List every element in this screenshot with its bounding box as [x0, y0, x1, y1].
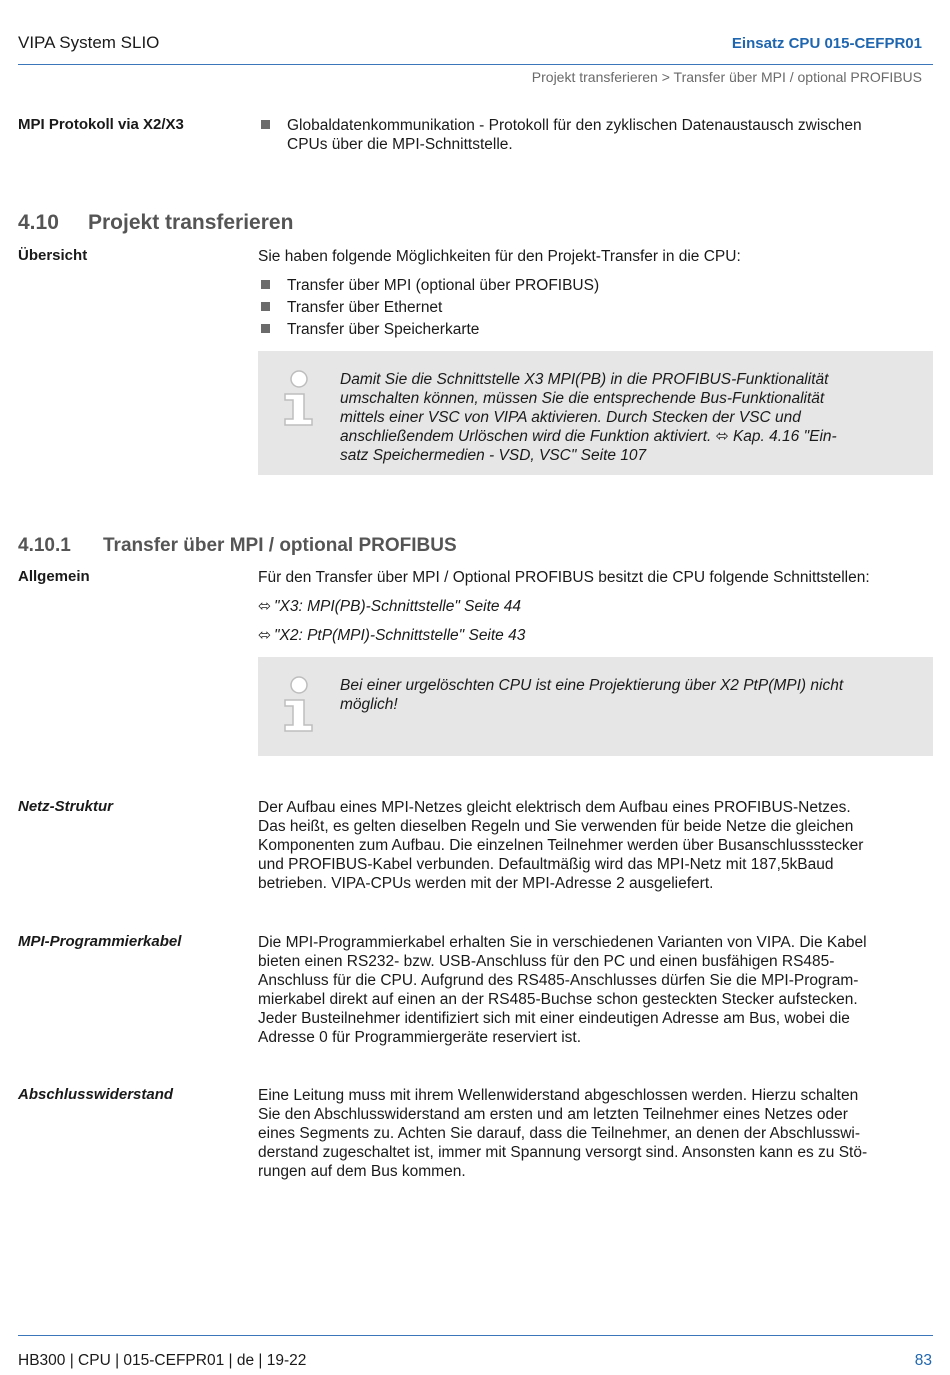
- bullet-text-line: Globaldatenkommunikation - Protokoll für den zyklischen Datenaustausch zwischen: [287, 117, 862, 134]
- list-item: Transfer über Ethernet: [258, 298, 930, 317]
- bullet-text-line: CPUs über die MPI-Schnittstelle.: [287, 136, 513, 153]
- header-divider: [18, 64, 933, 65]
- programming-cable-label: MPI-Programmierkabel: [18, 933, 182, 950]
- termination-resistor-text: Eine Leitung muss mit ihrem Wellenwiderstand abgeschlossen werden. Hierzu schalten Sie den Abschlusswiderstand am ersten und am letzten Teilnehmer eines Netzes oder eines Segments zu. Achten Sie darauf, dass die Teilnehmer, an denen der Abschlusswi- derstand zugeschaltet ist, immer mit Spannung versorgt sind. Ansonsten kann es zu Stö- rungen auf dem Bus kommen.: [258, 1087, 868, 1180]
- header-product-title: VIPA System SLIO: [18, 33, 160, 52]
- mpi-protocol-label: MPI Protokoll via X2/X3: [18, 116, 184, 133]
- section-title: Transfer über MPI / optional PROFIBUS: [103, 535, 457, 556]
- note-text: Bei einer urgelöschten CPU ist eine Projektierung über X2 PtP(MPI) nicht möglich!: [340, 677, 844, 713]
- link-arrow-icon: ⬄: [715, 428, 729, 445]
- network-structure-label: Netz-Struktur: [18, 798, 114, 815]
- section-title: Projekt transferieren: [88, 211, 294, 234]
- cross-reference-link[interactable]: ⬄ "X3: MPI(PB)-Schnittstelle" Seite 44: [258, 598, 522, 615]
- page-number: 83: [914, 1352, 932, 1369]
- list-item: Transfer über Speicherkarte: [258, 320, 930, 339]
- network-structure-text: Der Aufbau eines MPI-Netzes gleicht elektrisch dem Aufbau eines PROFIBUS-Netzes. Das heißt, es gelten dieselben Regeln und Sie verwenden für beide Netze die gleichen Komponenten zum Aufbau. Die einzelnen Teilnehmer werden über Busanschlussstecker und PROFIBUS-Kabel verbunden. Defaultmäßig wird das MPI-Netz mit 187,5kBaud betrieben. VIPA-CPUs werden mit der MPI-Adresse 2 ausgeliefert.: [258, 799, 864, 892]
- info-note-box: [258, 657, 933, 756]
- section-number: 4.10: [18, 211, 59, 234]
- bullet-square-icon: [261, 120, 270, 129]
- general-intro: Für den Transfer über MPI / Optional PROFIBUS besitzt die CPU folgende Schnittstellen:: [258, 569, 870, 586]
- termination-resistor-label: Abschlusswiderstand: [18, 1086, 174, 1103]
- footer-document-id: HB300 | CPU | 015-CEFPR01 | de | 19-22: [18, 1352, 307, 1369]
- overview-intro: Sie haben folgende Möglichkeiten für den Projekt-Transfer in die CPU:: [258, 248, 741, 265]
- info-note-box: [258, 351, 933, 475]
- breadcrumb: Projekt transferieren > Transfer über MPI / optional PROFIBUS: [531, 69, 922, 85]
- footer-divider: [18, 1335, 933, 1336]
- link-arrow-icon: ⬄: [258, 598, 271, 615]
- section-heading-4-10-1: [18, 535, 457, 557]
- list-item: Transfer über MPI (optional über PROFIBUS): [258, 276, 930, 295]
- cross-reference-link[interactable]: Kap. 4.16 "Ein-: [732, 428, 837, 445]
- bullet-square-icon: [261, 302, 270, 311]
- info-icon: [282, 675, 316, 733]
- bullet-square-icon: [261, 280, 270, 289]
- general-label: Allgemein: [18, 568, 90, 585]
- info-icon: [282, 369, 316, 427]
- header-chapter-title: Einsatz CPU 015-CEFPR01: [731, 35, 922, 52]
- note-text: Damit Sie die Schnittstelle X3 MPI(PB) in die PROFIBUS-Funktionalität umschalten können, müssen Sie die entsprechende Bus-Funktionalität mittels einer VSC von VIPA aktivieren. Durch Stecken der VSC und anschließendem Urlöschen wird die Funktion aktiviert. ⬄ Kap. 4.16 "Ein- satz Speichermedien - VSD, VSC" Seite 107: [340, 371, 837, 464]
- section-number: 4.10.1: [18, 535, 71, 556]
- bullet-square-icon: [261, 324, 270, 333]
- overview-label: Übersicht: [18, 247, 88, 264]
- section-heading-4-10: [18, 211, 293, 235]
- link-arrow-icon: ⬄: [258, 627, 271, 644]
- cross-reference-link[interactable]: ⬄ "X2: PtP(MPI)-Schnittstelle" Seite 43: [258, 627, 526, 644]
- mpi-protocol-bullet: [258, 116, 930, 154]
- programming-cable-text: Die MPI-Programmierkabel erhalten Sie in verschiedenen Varianten von VIPA. Die Kabel bieten einen RS232- bzw. USB-Anschluss für den PC und einen busfähigen RS485- Anschluss für die CPU. Aufgrund des RS485-Anschlusses dürfen Sie die MPI-Program- mierkabel direkt auf einen an der RS485-Buchse schon gesteckten Stecker aufstecken. Jeder Busteilnehmer identifiziert sich mit einer eindeutigen Adresse am Bus, wobei die Adresse 0 für Programmiergeräte reserviert ist.: [258, 934, 867, 1046]
